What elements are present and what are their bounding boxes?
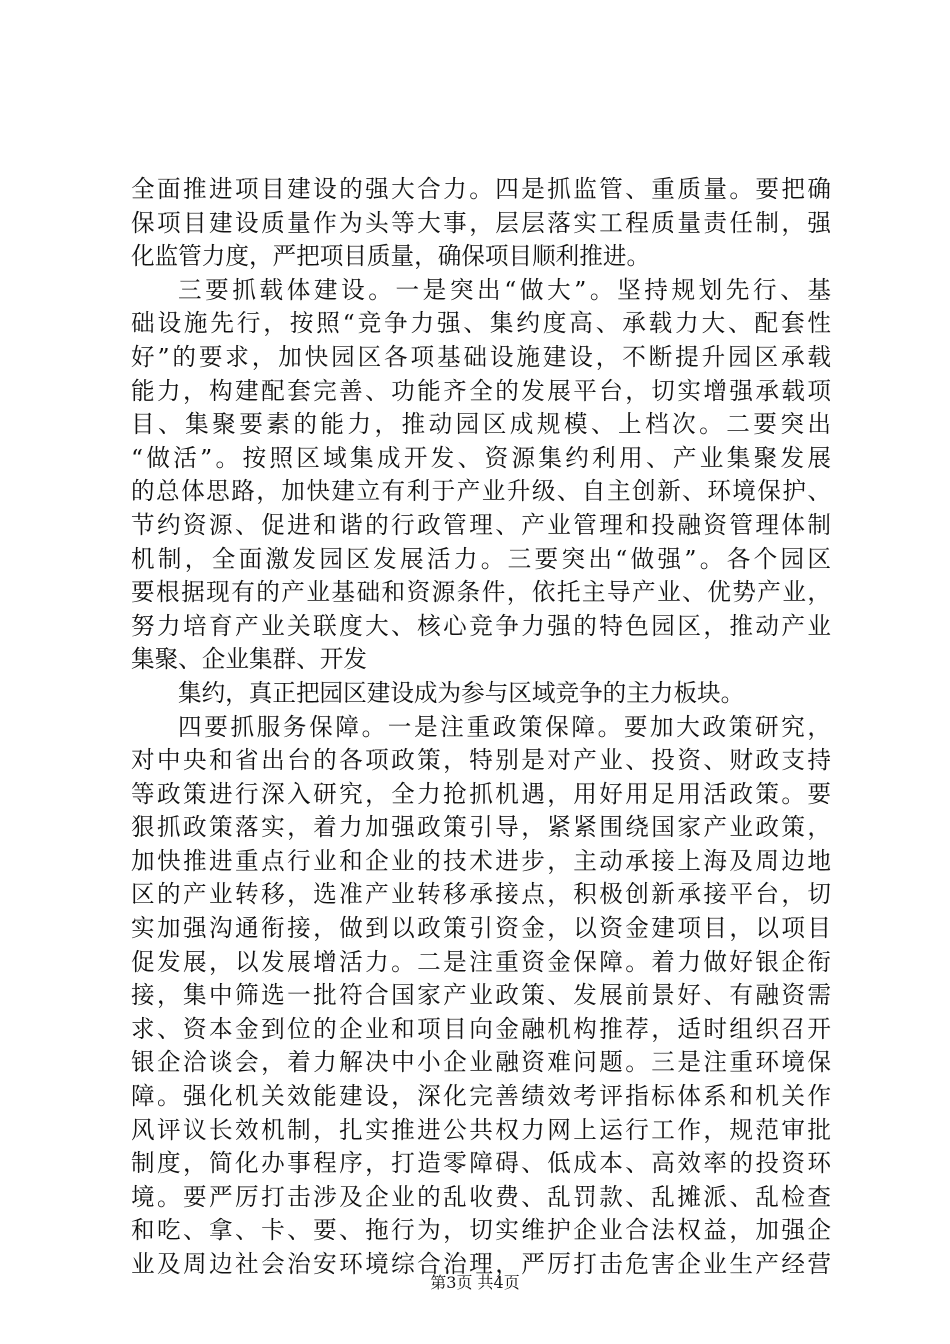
text-line: 保项目建设质量作为头等大事，层层落实工程质量责任制，强	[131, 208, 831, 237]
text-line: 础设施先行，按照“竞争力强、集约度高、承载力大、配套性	[131, 309, 831, 338]
text-line: 对中央和省出台的各项政策，特别是对产业、投资、财政支持	[131, 746, 831, 775]
text-line: 银企洽谈会，着力解决中小企业融资难问题。三是注重环境保	[131, 1048, 831, 1077]
text-line: 和吃、拿、卡、要、拖行为，切实维护企业合法权益，加强企	[131, 1216, 831, 1245]
text-line: 障。强化机关效能建设，深化完善绩效考评指标体系和机关作	[131, 1082, 831, 1111]
text-line: 境。要严厉打击涉及企业的乱收费、乱罚款、乱摊派、乱检查	[131, 1182, 831, 1211]
text-line: 能力，构建配套完善、功能齐全的发展平台，切实增强承载项	[131, 376, 831, 405]
text-line: 接，集中筛选一批符合国家产业政策、发展前景好、有融资需	[131, 981, 831, 1010]
text-line: 求、资本金到位的企业和项目向金融机构推荐，适时组织召开	[131, 1014, 831, 1043]
text-line: 机制，全面激发园区发展活力。三要突出“做强”。各个园区	[131, 544, 831, 573]
text-line: 目、集聚要素的能力，推动园区成规模、上档次。二要突出	[131, 410, 831, 439]
text-line: 化监管力度，严把项目质量，确保项目顺利推进。	[131, 242, 651, 271]
text-line: 节约资源、促进和谐的行政管理、产业管理和投融资管理体制	[131, 510, 831, 539]
text-line: 制度，简化办事程序，打造零障碍、低成本、高效率的投资环	[131, 1149, 831, 1178]
text-line: 的总体思路，加快建立有利于产业升级、自主创新、环境保护、	[131, 477, 831, 506]
text-line: 等政策进行深入研究，全力抢抓机遇，用好用足用活政策。要	[131, 779, 831, 808]
text-line: 风评议长效机制，扎实推进公共权力网上运行工作，规范审批	[131, 1115, 831, 1144]
text-line: “做活”。按照区域集成开发、资源集约利用、产业集聚发展	[131, 443, 831, 472]
text-line: 业及周边社会治安环境综合治理，严厉打击危害企业生产经营	[131, 1250, 831, 1278]
paragraph-start-line: 集约，真正把园区建设成为参与区域竞争的主力板块。	[178, 678, 745, 707]
text-line: 全面推进项目建设的强大合力。四是抓监管、重质量。要把确	[131, 175, 831, 203]
paragraph-start-line: 三要抓载体建设。一是突出“做大”。坚持规划先行、基	[178, 275, 831, 304]
text-line: 狠抓政策落实，着力加强政策引导，紧紧围绕国家产业政策，	[131, 813, 831, 842]
text-line: 努力培育产业关联度大、核心竞争力强的特色园区，推动产业	[131, 611, 831, 640]
text-line: 集聚、企业集群、开发	[131, 645, 367, 674]
text-line: 要根据现有的产业基础和资源条件，依托主导产业、优势产业，	[131, 578, 831, 607]
text-line: 实加强沟通衔接，做到以政策引资金，以资金建项目，以项目	[131, 914, 831, 943]
text-line: 加快推进重点行业和企业的技术进步，主动承接上海及周边地	[131, 846, 831, 875]
text-line: 区的产业转移，选准产业转移承接点，积极创新承接平台，切	[131, 880, 831, 909]
body-text	[131, 173, 831, 1282]
paragraph-start-line: 四要抓服务保障。一是注重政策保障。要加大政策研究，	[178, 712, 831, 741]
text-line: 好”的要求，加快园区各项基础设施建设，不断提升园区承载	[131, 342, 831, 371]
text-line: 促发展，以发展增活力。二是注重资金保障。着力做好银企衔	[131, 947, 831, 976]
page-number-footer: 第3页 共4页	[430, 1273, 520, 1292]
